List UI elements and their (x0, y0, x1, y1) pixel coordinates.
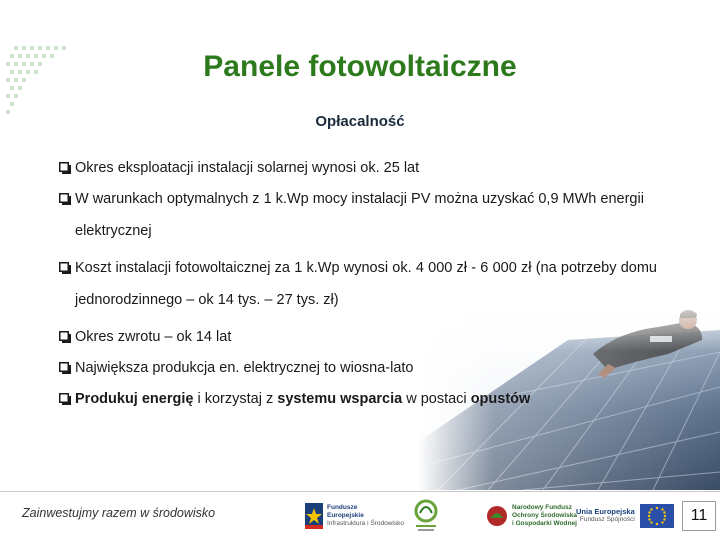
bullet-text: w postaci (402, 391, 471, 407)
checkbox-bullet-icon (59, 393, 71, 405)
checkbox-bullet-icon (59, 193, 71, 205)
bullet-item (59, 252, 657, 316)
bullet-text-bold: Produkuj energię (75, 391, 194, 407)
checkbox-bullet-icon (59, 262, 71, 274)
bullet-text: Koszt instalacji fotowoltaicznej za 1 k.Wp wynosi ok. 4 000 zł - 6 000 zł (na potrzeby domu jednorodzinnego – ok 14 tys. – 27 tys. zł) (75, 260, 657, 308)
bullet-item (59, 158, 657, 178)
checkbox-bullet-icon (59, 362, 71, 374)
bullet-item (59, 327, 657, 347)
eu-flag-icon (640, 504, 674, 528)
logo-unia-europejska (576, 497, 674, 535)
nfos-line2: Ochrony Środowiska (512, 512, 578, 519)
checkbox-bullet-icon (59, 331, 71, 343)
nfos-emblem-icon (486, 505, 508, 527)
logo-fundusze-europejskie (305, 497, 404, 535)
fe-line3: Infrastruktura i Środowisko (327, 520, 404, 527)
bullet-text-bold: systemu wsparcia (277, 391, 403, 407)
fe-line2: Europejskie (327, 512, 364, 519)
bullet-text: i korzystaj z (193, 391, 278, 407)
bullet-list (59, 158, 657, 420)
logo-nfosigw (486, 497, 577, 535)
slide-title: Panele fotowoltaiczne (203, 50, 517, 83)
nfos-line1: Narodowy Fundusz (512, 504, 572, 511)
nfos-line3: i Gospodarki Wodnej (512, 520, 577, 527)
bullet-text: W warunkach optymalnych z 1 k.Wp mocy instalacji PV można uzyskać 0,9 MWh energii elektrycznej (75, 191, 644, 239)
checkbox-bullet-icon (59, 162, 71, 174)
bullet-item (59, 358, 657, 378)
page-number: 11 (682, 501, 716, 531)
footer-divider (0, 491, 720, 492)
fe-star-icon (305, 503, 323, 529)
bullet-text: Największa produkcja en. elektrycznej to wiosna-lato (75, 360, 414, 376)
bullet-item (59, 389, 657, 409)
footer-slogan: Zainwestujmy razem w środowisko (22, 506, 216, 520)
fe-line1: Fundusze (327, 504, 358, 511)
bullet-text: Okres zwrotu – ok 14 lat (75, 329, 232, 345)
bullet-item (59, 183, 657, 247)
ue-line2: Fundusz Spójności (579, 516, 635, 523)
bullet-text: Okres eksploatacji instalacji solarnej wynosi ok. 25 lat (75, 160, 420, 176)
bullet-text-bold: opustów (470, 391, 531, 407)
logo-ministry-environment (410, 497, 442, 535)
ue-line1: Unia Europejska (576, 507, 635, 516)
leaf-emblem-icon (410, 499, 442, 533)
slide-subtitle: Opłacalność (315, 113, 405, 130)
